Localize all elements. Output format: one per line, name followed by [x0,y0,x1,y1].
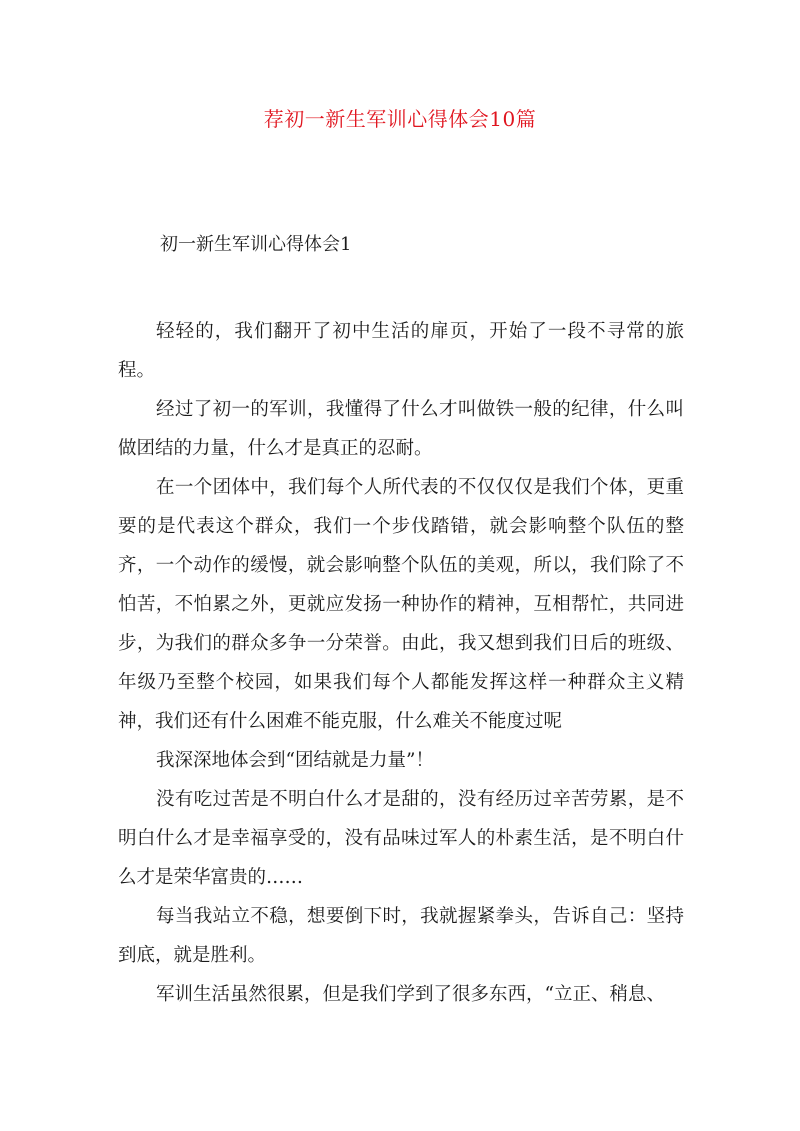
paragraph: 我深深地体会到“团结就是力量”！ [156,750,434,771]
paragraph: 没有吃过苦是不明白什么才是甜的，没有经历过辛苦劳累，是不明白什么才是幸福享受的，没有品味过军人的朴素生活，是不明白什么才是荣华富贵的…… [118,789,684,888]
paragraph: 每当我站立不稳，想要倒下时，我就握紧拳头，告诉自己：坚持到底，就是胜利。 [118,906,684,966]
paragraph: 军训生活虽然很累，但是我们学到了很多东西，“立正、稍息、 [156,984,665,1005]
paragraph: 在一个团体中，我们每个人所代表的不仅仅仅是我们个体，更重要的是代表这个群众，我们一个步伐踏错，就会影响整个队伍的整齐，一个动作的缓慢，就会影响整个队伍的美观，所以，我们除了不怕苦，不怕累之外，更就应发扬一种协作的精神，互相帮忙，共同进步，为我们的群众多争一分荣誉。由此，我又想到我们日后的班级、年级乃至整个校园，如果我们每个人都能发挥这样一种群众主义精神，我们还有什么困难不能克服，什么难关不能度过呢 [118,477,684,732]
document-title: 荐初一新生军训心得体会10篇 [263,107,537,131]
body-text [118,312,684,1014]
paragraph: 经过了初一的军训，我懂得了什么才叫做铁一般的纪律，什么叫做团结的力量，什么才是真正的忍耐。 [118,399,684,459]
section-heading: 初一新生军训心得体会1 [160,234,352,255]
paragraph: 轻轻的，我们翻开了初中生活的扉页，开始了一段不寻常的旅程。 [118,321,684,381]
